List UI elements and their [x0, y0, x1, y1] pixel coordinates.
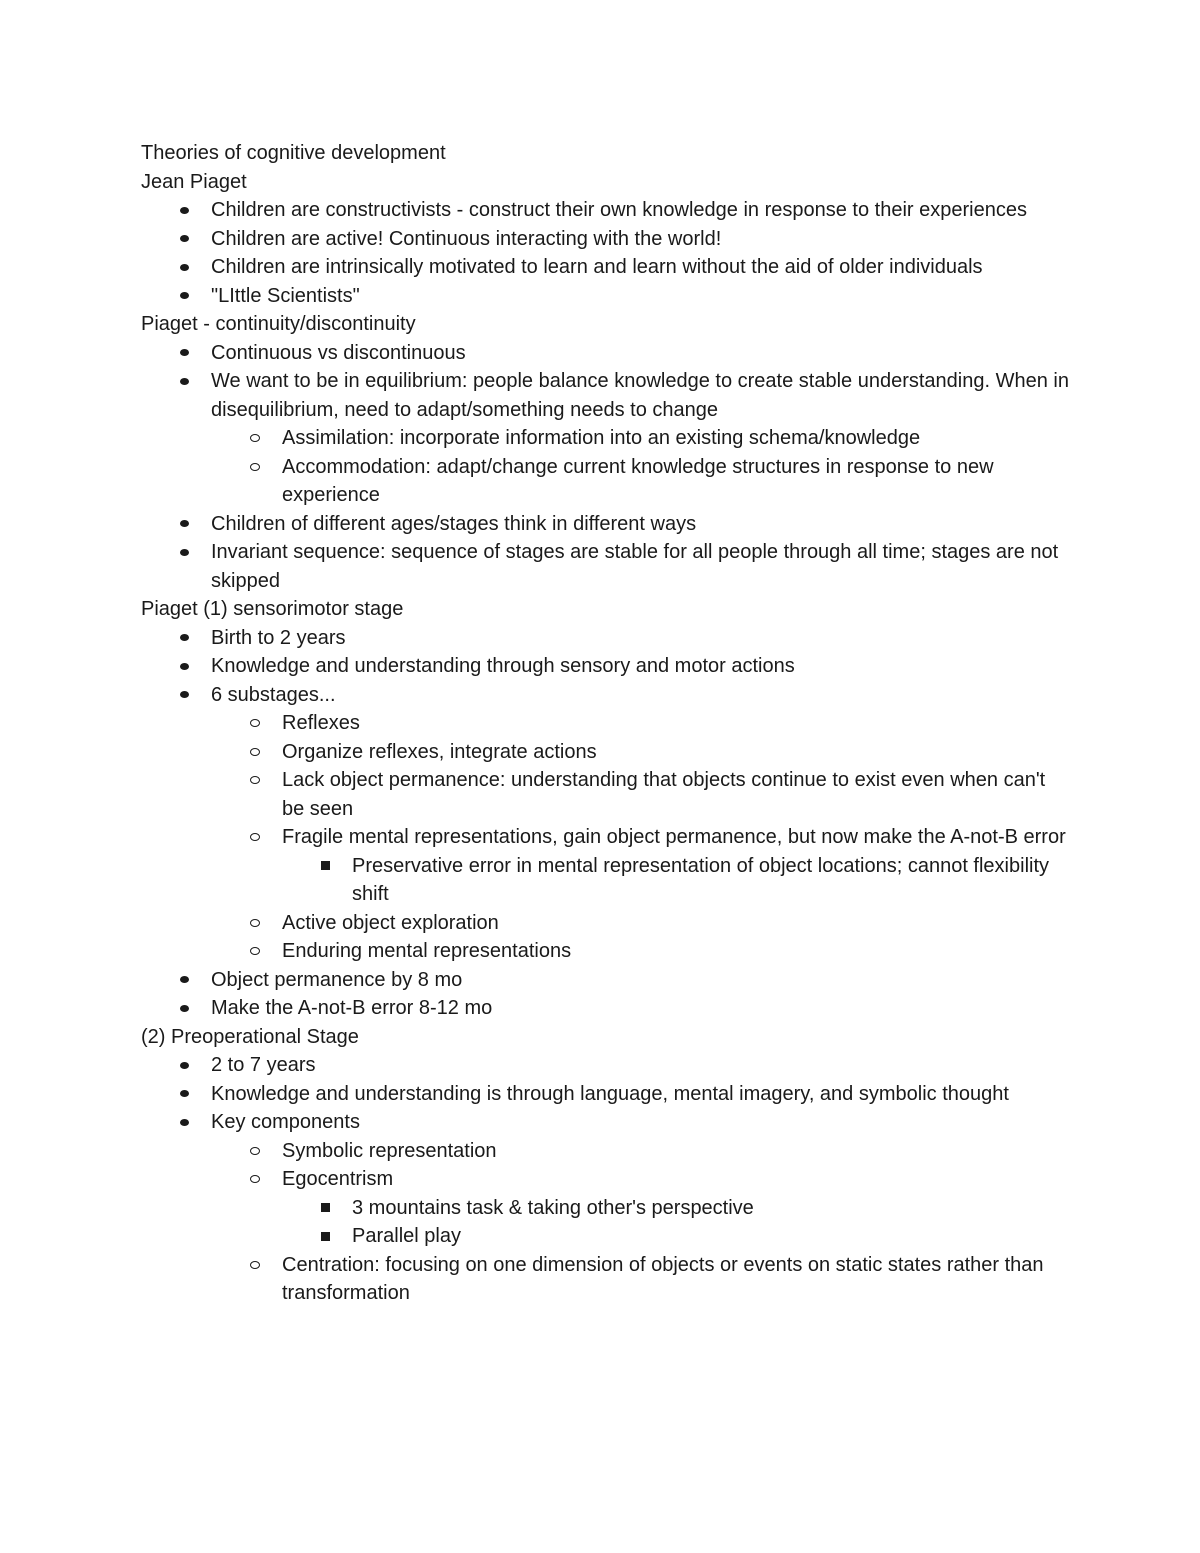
list-item-text: Knowledge and understanding through sensory and motor actions	[211, 655, 795, 677]
section-heading	[141, 139, 1071, 168]
bullet-disc-icon	[174, 225, 194, 254]
list-item-text: 3 mountains task & taking other's perspective	[352, 1196, 754, 1219]
bullet-circle-icon	[245, 937, 265, 966]
list-item	[141, 766, 1071, 823]
bullet-circle-icon	[245, 738, 265, 767]
list-item-text: Children are intrinsically motivated to learn and learn without the aid of older individuals	[211, 256, 983, 278]
bullet-disc-icon	[174, 538, 194, 567]
bullet-circle-icon	[245, 1137, 265, 1166]
list-item-text: Parallel play	[352, 1225, 461, 1247]
list-item-text: "LIttle Scientists"	[211, 284, 360, 307]
list-item	[141, 510, 1071, 539]
bullet-disc-icon	[174, 994, 194, 1023]
section-heading	[141, 168, 1071, 197]
bullet-disc-icon	[174, 339, 194, 368]
list-item-text: Knowledge and understanding is through language, mental imagery, and symbolic thought	[211, 1082, 1009, 1105]
list-item	[141, 1222, 1071, 1251]
list-item	[141, 1251, 1071, 1308]
list-item	[141, 1194, 1071, 1223]
list-item	[141, 196, 1071, 225]
bullet-circle-icon	[245, 1251, 265, 1280]
list-item	[141, 538, 1071, 595]
bullet-disc-icon	[174, 282, 194, 311]
bullet-circle-icon	[245, 766, 265, 795]
bullet-disc-icon	[174, 367, 194, 396]
list-item	[141, 225, 1071, 254]
bullet-disc-icon	[174, 624, 194, 653]
list-item	[141, 282, 1071, 311]
heading-text: (2) Preoperational Stage	[141, 1025, 359, 1048]
bullet-circle-icon	[245, 1165, 265, 1194]
bullet-disc-icon	[174, 966, 194, 995]
heading-text: Theories of cognitive development	[141, 142, 446, 164]
list-item	[141, 909, 1071, 938]
bullet-disc-icon	[174, 1108, 194, 1137]
list-item-text: Symbolic representation	[282, 1139, 497, 1162]
list-item-text: Invariant sequence: sequence of stages are stable for all people through all time; stages are not skipped	[211, 541, 1059, 592]
list-item-text: Accommodation: adapt/change current knowledge structures in response to new experience	[282, 455, 994, 506]
list-item	[141, 994, 1071, 1023]
bullet-circle-icon	[245, 453, 265, 482]
list-item	[141, 652, 1071, 681]
list-item	[141, 738, 1071, 767]
list-item-text: 2 to 7 years	[211, 1054, 316, 1076]
list-item	[141, 823, 1071, 852]
document-body	[141, 139, 1071, 1308]
list-item	[141, 709, 1071, 738]
list-item	[141, 1165, 1071, 1194]
list-item	[141, 681, 1071, 710]
bullet-circle-icon	[245, 709, 265, 738]
list-item-text: Active object exploration	[282, 911, 499, 934]
list-item	[141, 624, 1071, 653]
bullet-disc-icon	[174, 1051, 194, 1080]
list-item	[141, 253, 1071, 282]
bullet-square-icon	[315, 1222, 335, 1251]
list-item-text: Birth to 2 years	[211, 626, 346, 649]
heading-text: Piaget (1) sensorimotor stage	[141, 598, 404, 620]
list-item-text: Children of different ages/stages think in different ways	[211, 512, 697, 535]
bullet-square-icon	[315, 1194, 335, 1223]
list-item	[141, 1108, 1071, 1137]
section-heading	[141, 595, 1071, 624]
list-item	[141, 339, 1071, 368]
bullet-circle-icon	[245, 909, 265, 938]
list-item-text: Continuous vs discontinuous	[211, 341, 466, 364]
list-item-text: Children are constructivists - construct their own knowledge in response to their experiences	[211, 199, 1027, 221]
list-item	[141, 424, 1071, 453]
list-item	[141, 852, 1071, 909]
list-item	[141, 367, 1071, 424]
list-item	[141, 453, 1071, 510]
list-item-text: Children are active! Continuous interacting with the world!	[211, 227, 722, 250]
bullet-square-icon	[315, 852, 335, 881]
bullet-circle-icon	[245, 823, 265, 852]
section-heading	[141, 1023, 1071, 1052]
list-item-text: Object permanence by 8 mo	[211, 968, 463, 991]
list-item	[141, 1137, 1071, 1166]
bullet-disc-icon	[174, 1080, 194, 1109]
list-item-text: Assimilation: incorporate information into an existing schema/knowledge	[282, 427, 921, 449]
heading-text: Piaget - continuity/discontinuity	[141, 313, 416, 335]
bullet-disc-icon	[174, 196, 194, 225]
list-item-text: Preservative error in mental representation of object locations; cannot flexibility shift	[352, 854, 1050, 905]
list-item	[141, 966, 1071, 995]
list-item-text: Lack object permanence: understanding that objects continue to exist even when can't be seen	[282, 769, 1046, 820]
list-item-text: Centration: focusing on one dimension of objects or events on static states rather than transformation	[282, 1253, 1044, 1304]
bullet-disc-icon	[174, 510, 194, 539]
bullet-disc-icon	[174, 681, 194, 710]
bullet-disc-icon	[174, 253, 194, 282]
bullet-circle-icon	[245, 424, 265, 453]
list-item-text: Make the A-not-B error 8-12 mo	[211, 997, 493, 1019]
list-item-text: Key components	[211, 1111, 360, 1133]
list-item	[141, 1080, 1071, 1109]
list-item-text: Fragile mental representations, gain object permanence, but now make the A-not-B error	[282, 826, 1066, 848]
list-item-text: 6 substages...	[211, 683, 336, 706]
list-item-text: Reflexes	[282, 712, 360, 734]
list-item-text: Organize reflexes, integrate actions	[282, 740, 597, 763]
section-heading	[141, 310, 1071, 339]
list-item	[141, 1051, 1071, 1080]
bullet-disc-icon	[174, 652, 194, 681]
list-item-text: We want to be in equilibrium: people balance knowledge to create stable understanding. When in disequilibrium, need to adapt/something needs to change	[211, 370, 1069, 421]
list-item	[141, 937, 1071, 966]
heading-text: Jean Piaget	[141, 170, 247, 193]
list-item-text: Egocentrism	[282, 1168, 394, 1190]
list-item-text: Enduring mental representations	[282, 940, 572, 962]
